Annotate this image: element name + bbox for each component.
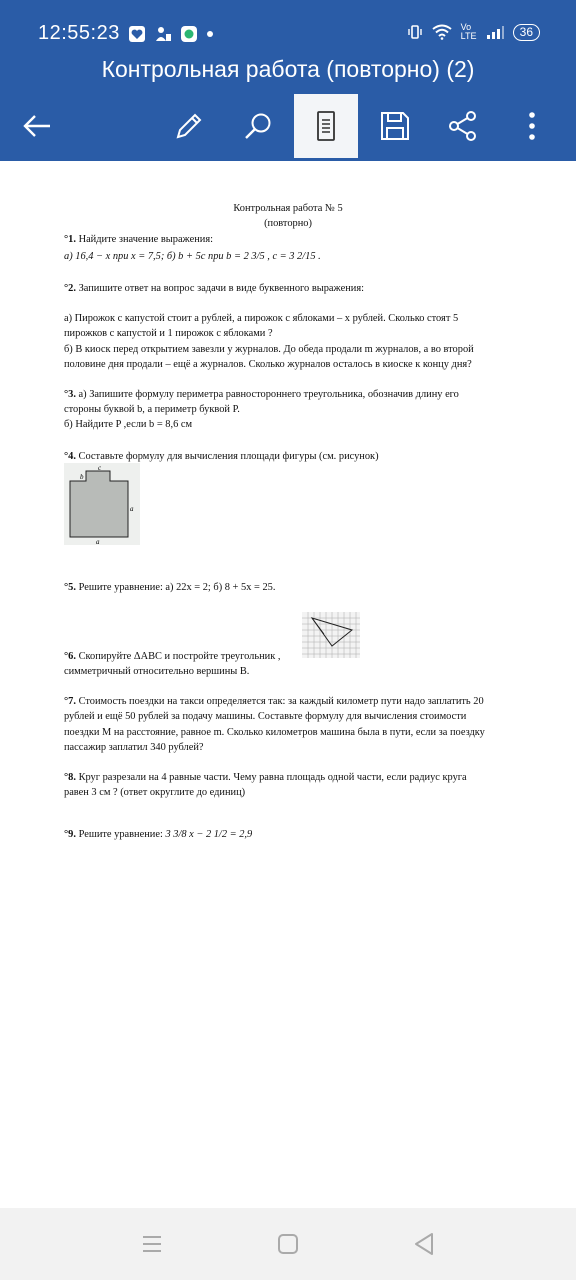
volte-label: Vo LTE bbox=[460, 22, 477, 41]
system-icons bbox=[407, 23, 540, 41]
question-text: Запишите ответ на вопрос задачи в виде буквенного выражения: bbox=[78, 283, 364, 294]
edit-button[interactable] bbox=[157, 94, 221, 158]
dot-icon bbox=[206, 30, 214, 38]
save-button[interactable] bbox=[363, 94, 427, 158]
recent-apps-button[interactable] bbox=[138, 1230, 166, 1258]
question-text: Составьте формулу для вычисления площади фигуры (см. рисунок) bbox=[75, 451, 379, 462]
search-icon bbox=[243, 111, 273, 141]
question-2-part-a-line1: а) Пирожок с капустой стоит a рублей, а пирожок с яблоками – x рублей. Сколько стоят 5 bbox=[64, 313, 459, 324]
notification-icons bbox=[128, 25, 214, 43]
pencil-icon bbox=[174, 111, 204, 141]
share-button[interactable] bbox=[431, 94, 495, 158]
question-text: Круг разрезали на 4 равные части. Чему равна площадь одной части, если радиус круга bbox=[78, 772, 467, 783]
chat-app-icon bbox=[180, 25, 198, 43]
wifi-icon bbox=[432, 24, 452, 40]
question-3 bbox=[64, 389, 459, 400]
question-number: °2. bbox=[64, 283, 76, 294]
back-nav-button[interactable] bbox=[410, 1230, 438, 1258]
battery-indicator: 36 bbox=[513, 24, 540, 41]
document-title: Контрольная работа (повторно) (2) bbox=[101, 56, 475, 82]
triangle-grid-image bbox=[302, 612, 360, 658]
question-number: °6. bbox=[64, 651, 76, 662]
question-number: °3. bbox=[64, 389, 76, 400]
triangle-abc-figure bbox=[302, 612, 360, 658]
question-7-line2: рублей и ещё 50 рублей за подачу машины. Составьте формулу для вычисления стоимости bbox=[64, 711, 467, 722]
question-2-part-b-line2: половине дня продали – ещё a журналов. Сколько журналов осталось в киоске к концу дня? bbox=[64, 359, 472, 370]
question-text: а) Запишите формулу периметра равностороннего треугольника, обозначив длину его bbox=[75, 389, 459, 400]
vibrate-icon bbox=[407, 24, 423, 40]
question-number: °4. bbox=[64, 451, 76, 462]
question-7-line3: поездки M на расстояние, равное m. Сколько километров машина была в пути, если за поездку bbox=[64, 727, 485, 738]
question-number: °8. bbox=[64, 772, 76, 783]
question-9 bbox=[64, 829, 252, 840]
question-6-line2: симметричный относительно вершины В. bbox=[64, 666, 250, 677]
reading-mode-button[interactable] bbox=[294, 94, 358, 158]
question-4 bbox=[64, 451, 379, 462]
heart-app-icon bbox=[128, 25, 146, 43]
question-8 bbox=[64, 772, 467, 783]
question-3-line2: стороны буквой b, а периметр буквой P. bbox=[64, 404, 240, 415]
question-2-part-a-line2: пирожков с капустой и 1 пирожок с яблоками ? bbox=[64, 328, 273, 339]
more-options-button[interactable] bbox=[500, 94, 564, 158]
l-shape-figure bbox=[64, 463, 140, 545]
app-bar bbox=[0, 0, 576, 161]
figure-label-b: b bbox=[80, 473, 84, 481]
question-9-expression: 3 3/8 x − 2 1/2 = 2,9 bbox=[165, 829, 253, 840]
question-5 bbox=[64, 582, 275, 593]
save-icon bbox=[379, 110, 411, 142]
question-number: °1. bbox=[64, 234, 76, 245]
recent-apps-icon bbox=[138, 1230, 166, 1258]
question-8-line2: равен 3 см ? (ответ округлите до единиц) bbox=[64, 787, 246, 798]
signal-icon bbox=[486, 25, 504, 39]
figure-image bbox=[64, 463, 140, 545]
home-icon bbox=[274, 1230, 302, 1258]
doc-heading: Контрольная работа № 5 bbox=[233, 203, 343, 214]
figure-label-a-bottom: a bbox=[96, 538, 100, 545]
question-3-line3: б) Найдите P ,если b = 8,6 см bbox=[64, 419, 193, 430]
person-app-icon bbox=[154, 25, 172, 43]
figure-label-a-right: a bbox=[130, 505, 134, 513]
question-7 bbox=[64, 696, 484, 707]
question-6 bbox=[64, 651, 280, 662]
question-text: Решите уравнение: а) 22x = 2; б) 8 + 5x = 25. bbox=[78, 582, 276, 593]
question-2-part-b-line1: б) В киоск перед открытием завезли y журналов. До обеда продали m журналов, а во второй bbox=[64, 344, 474, 355]
question-1-expression: а) 16,4 − x при x = 7,5; б) b + 5c при b = 2 3/5 , c = 3 2/15 . bbox=[64, 251, 321, 262]
reading-mode-icon bbox=[313, 110, 339, 142]
back-icon bbox=[410, 1230, 438, 1258]
figure-label-c: c bbox=[98, 464, 102, 472]
question-text: Решите уравнение: bbox=[78, 829, 163, 840]
question-2 bbox=[64, 283, 364, 294]
question-number: °9. bbox=[64, 829, 76, 840]
back-arrow-icon bbox=[22, 114, 52, 138]
question-7-line4: пассажир заплатил 340 рублей? bbox=[64, 742, 204, 753]
more-icon bbox=[527, 111, 537, 141]
search-button[interactable] bbox=[226, 94, 290, 158]
question-text: Стоимость поездки на такси определяется так: за каждый километр пути надо заплатить 20 bbox=[78, 696, 484, 707]
navigation-bar bbox=[0, 1208, 576, 1280]
home-button[interactable] bbox=[274, 1230, 302, 1258]
question-number: °7. bbox=[64, 696, 76, 707]
doc-subheading: (повторно) bbox=[264, 218, 312, 229]
share-icon bbox=[447, 110, 479, 142]
question-text: Найдите значение выражения: bbox=[78, 234, 214, 245]
status-time: 12:55:23 bbox=[38, 22, 120, 44]
toolbar bbox=[0, 94, 576, 158]
question-text: Скопируйте ΔABC и постройте треугольник , bbox=[78, 651, 281, 662]
question-number: °5. bbox=[64, 582, 76, 593]
back-button[interactable] bbox=[5, 94, 69, 158]
document-page[interactable] bbox=[0, 161, 576, 1208]
status-bar bbox=[0, 0, 576, 46]
question-1 bbox=[64, 234, 213, 245]
